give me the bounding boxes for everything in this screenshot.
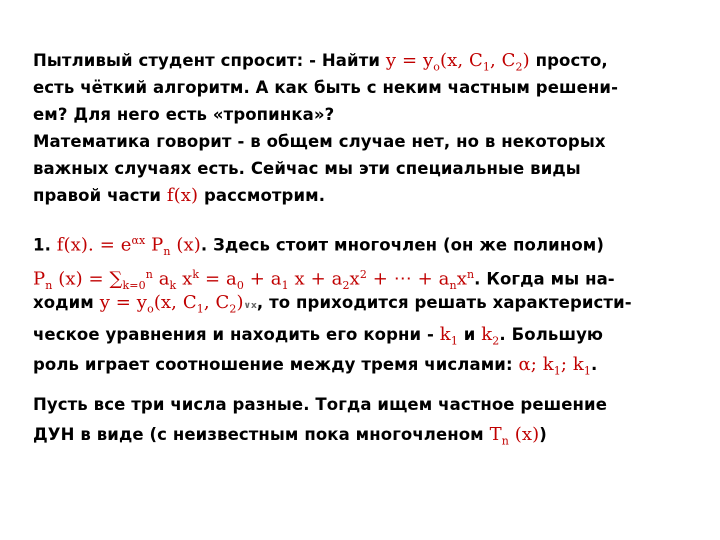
formula-text: ) xyxy=(522,50,530,71)
formula-subscript: 2 xyxy=(342,278,350,292)
formula-text: + ⋯ + a xyxy=(366,268,450,290)
formula-superscript: k xyxy=(192,268,200,281)
line-10 xyxy=(33,324,603,352)
formula-text: k xyxy=(439,324,451,345)
formula-text: f(x) xyxy=(166,185,199,206)
line-4 xyxy=(33,131,606,153)
line-text: просто, xyxy=(529,51,608,70)
formula-subscript: o xyxy=(433,60,440,74)
formula-text: (x, C xyxy=(153,292,197,313)
line-text: ходим xyxy=(33,293,100,312)
formula-subscript: n xyxy=(163,244,171,258)
line-13 xyxy=(33,424,547,452)
formula-text: a xyxy=(152,268,170,290)
formula-text: ) xyxy=(236,292,244,313)
formula-text: k xyxy=(481,324,493,345)
line-text: ) xyxy=(539,425,547,444)
formula-mark: ∨x xyxy=(243,301,257,311)
line-9 xyxy=(33,292,632,320)
formula-text: P xyxy=(33,268,46,290)
formula-text: x xyxy=(349,268,360,290)
line-2 xyxy=(33,77,618,99)
line-text: 1. xyxy=(33,235,57,255)
line-text: правой части xyxy=(33,186,167,205)
formula-subscript: 1 xyxy=(482,60,490,74)
formula-text: (x) xyxy=(508,424,540,445)
formula-text: x xyxy=(456,268,467,290)
formula-subscript: k=0 xyxy=(122,278,146,292)
formula-text: + a xyxy=(243,268,282,290)
line-text: . xyxy=(590,355,598,374)
line-text: и xyxy=(457,325,482,344)
formula-subscript: n xyxy=(501,434,509,448)
formula-superscript: 2 xyxy=(359,268,367,281)
line-text: , то приходится решать характеристи- xyxy=(256,293,632,312)
formula-subscript: 1 xyxy=(553,364,561,378)
formula-subscript: 0 xyxy=(236,278,244,292)
line-3 xyxy=(33,104,334,126)
line-text: роль играет соотношение между тремя числами: xyxy=(33,355,519,374)
formula-text: (x) xyxy=(170,234,201,256)
line-text: . Большую xyxy=(499,325,604,344)
line-text: ДУН в виде (с неизвестным пока многочленом xyxy=(33,425,490,444)
formula-text: (x, C xyxy=(439,50,483,71)
formula-text: f(x). = e xyxy=(56,234,132,256)
formula-subscript: n xyxy=(45,278,53,292)
formula-superscript: n xyxy=(466,268,475,281)
formula-subscript: o xyxy=(147,302,154,316)
formula-text: x + a xyxy=(288,268,343,290)
formula-text: α; k xyxy=(518,354,554,375)
line-text: важных случаях есть. Сейчас мы эти специальные виды xyxy=(33,159,581,178)
formula-subscript: 1 xyxy=(583,364,591,378)
formula-text: y = y xyxy=(385,50,434,71)
line-6 xyxy=(33,185,325,207)
line-11 xyxy=(33,354,597,382)
line-7 xyxy=(33,230,604,263)
line-text: Пытливый студент спросит: - Найти xyxy=(33,51,386,70)
formula-text: ; k xyxy=(560,354,584,375)
line-text: ческое уравнения и находить его корни - xyxy=(33,325,440,344)
line-text: . Когда мы на- xyxy=(474,269,615,289)
line-5 xyxy=(33,158,581,180)
formula-text: , C xyxy=(489,50,516,71)
formula-text: y = y xyxy=(99,292,148,313)
formula-subscript: n xyxy=(449,278,457,292)
formula-subscript: 1 xyxy=(196,302,204,316)
line-text: есть чёткий алгоритм. А как быть с неким частным решени- xyxy=(33,78,619,97)
formula-subscript: 2 xyxy=(229,302,237,316)
line-text: рассмотрим. xyxy=(198,186,326,205)
line-text: ем? Для него есть «тропинка»? xyxy=(33,105,335,124)
formula-text: T xyxy=(489,424,502,445)
formula-subscript: 2 xyxy=(515,60,523,74)
formula-superscript: αx xyxy=(131,234,146,247)
formula-text: = a xyxy=(199,268,237,290)
formula-subscript: 1 xyxy=(281,278,289,292)
formula-superscript: n xyxy=(145,268,153,281)
formula-text: , C xyxy=(203,292,230,313)
formula-subscript: k xyxy=(169,278,177,292)
line-text: Математика говорит - в общем случае нет, но в некоторых xyxy=(33,132,606,151)
formula-text: x xyxy=(176,268,193,290)
line-text: Пусть все три числа разные. Тогда ищем частное решение xyxy=(33,395,607,414)
line-12 xyxy=(33,394,607,416)
formula-subscript: 2 xyxy=(492,334,500,348)
line-1 xyxy=(33,50,608,78)
formula-text: (x) = ∑ xyxy=(52,268,123,290)
line-text: . Здесь стоит многочлен (он же полином) xyxy=(200,235,604,255)
formula-subscript: 1 xyxy=(450,334,458,348)
formula-text: P xyxy=(145,234,164,256)
